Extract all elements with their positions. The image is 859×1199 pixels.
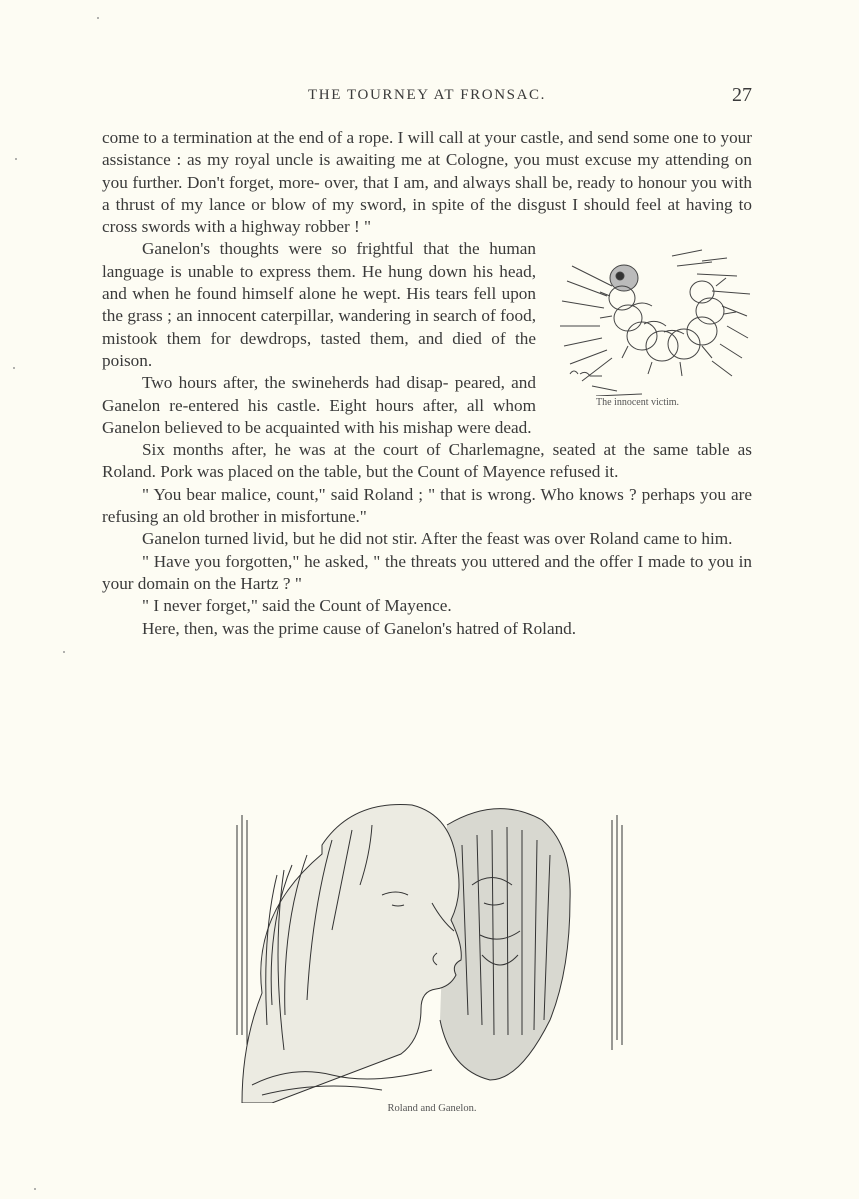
body-text: [102, 127, 752, 640]
paragraph: Here, then, was the prime cause of Ganelon's hatred of Roland.: [142, 618, 577, 638]
page-speck: [97, 17, 99, 19]
page-speck: [63, 651, 65, 653]
paragraph: " Have you forgotten," he asked, " the threats you uttered and the offer I made to you in your domain on the Hartz ? ": [102, 551, 752, 593]
roland-ganelon-illustration: [232, 785, 632, 1103]
paragraph: Ganelon turned livid, but he did not stir. After the feast was over Roland came to him.: [142, 529, 733, 549]
paragraph: Two hours after, the swineherds had disap- peared, and Ganelon re-entered his castle. Eight hours after, all whom Ganelon believed to be acquainted with his mishap were dead.: [102, 373, 536, 437]
page-number: 27: [732, 84, 752, 106]
running-title: THE TOURNEY AT FRONSAC.: [308, 87, 546, 103]
caterpillar-illustration: [552, 246, 752, 410]
page-speck: [15, 158, 17, 160]
paragraph: Six months after, he was at the court of Charlemagne, seated at the same table as Roland. Pork was placed on the table, but the Count of Mayence refused it.: [102, 440, 752, 482]
paragraph: come to a termination at the end of a rope. I will call at your castle, and send some one to your assistance : as my royal uncle is awaiting me at Cologne, you must excuse my attending on you further. Don't forget, more- over, that I am, and always shall be, ready to honour you with a thrust of my lance or blow of my sword, in spite of the disgust I should feel at having to cross swords with a highway robber ! ": [102, 128, 752, 237]
page-speck: [13, 367, 15, 369]
portrait-engraving: [232, 785, 632, 1103]
paragraph: " You bear malice, count," said Roland ; " that is wrong. Who knows ? perhaps you are refusing an old brother in misfortune.": [102, 484, 752, 527]
page-speck: [34, 1188, 36, 1190]
caterpillar-caption: The innocent victim.: [596, 397, 680, 409]
caterpillar-drawing: [552, 246, 752, 396]
running-header: [102, 84, 752, 108]
paragraph: Ganelon's thoughts were so frightful that the human language is unable to express them. He hung down his head, and when he found himself alone he wept. His tears fell upon the grass ; an innocent caterpillar, wandering in search of food, mistook them for dewdrops, tasted them, and died of the poison.: [102, 239, 536, 370]
portrait-caption: Roland and Ganelon.: [387, 1103, 477, 1114]
paragraph: " I never forget," said the Count of Mayence.: [142, 596, 452, 616]
